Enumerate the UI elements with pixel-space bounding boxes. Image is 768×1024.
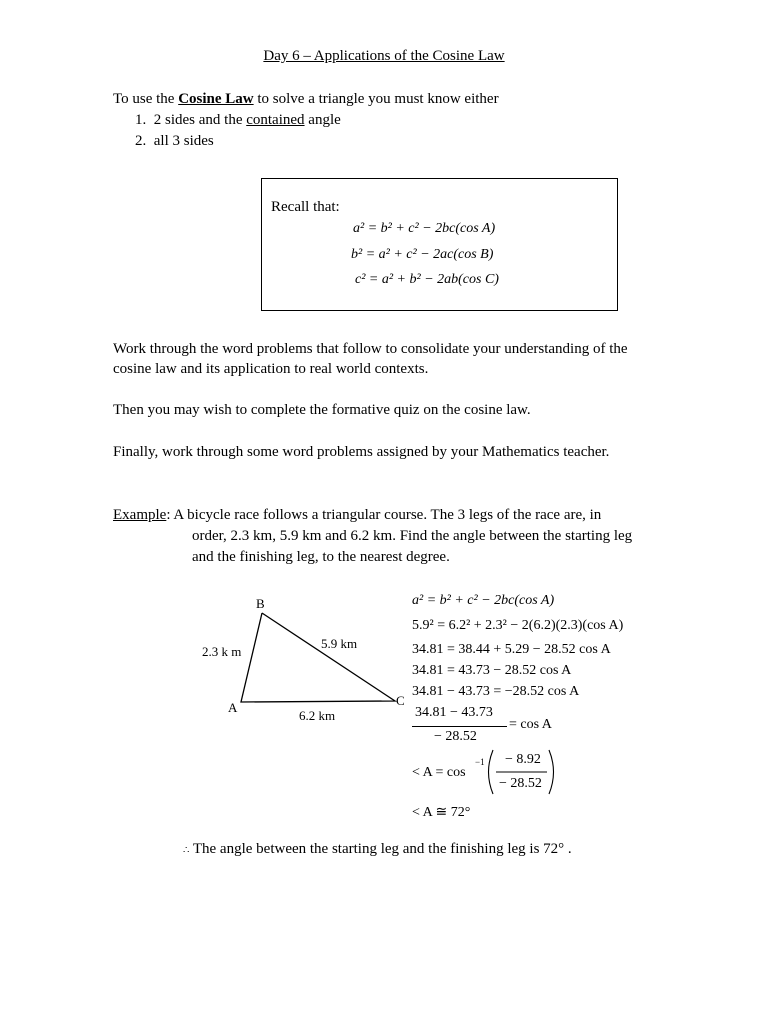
- example-label: Example: [113, 507, 167, 523]
- fraction-bar: [412, 726, 507, 727]
- therefore-symbol: ∴: [183, 845, 190, 856]
- triangle-shape: [241, 613, 395, 702]
- inverse-cos-denominator: − 28.52: [499, 776, 542, 791]
- solution-line: a² = b² + c² − 2bc(cos A): [412, 593, 555, 608]
- list-item: 2. all 3 sides: [135, 133, 214, 149]
- solution-line: 34.81 = 38.44 + 5.29 − 28.52 cos A: [412, 642, 611, 657]
- paragraph: Finally, work through some word problems assigned by your Mathematics teacher.: [113, 444, 610, 460]
- vertex-c-label: C: [396, 693, 405, 708]
- cosine-law-formula-a: a² = b² + c² − 2bc(cos A): [353, 221, 496, 236]
- solution-line: 34.81 = 43.73 − 28.52 cos A: [412, 663, 572, 678]
- vertex-a-label: A: [228, 700, 238, 715]
- solution-answer: < A ≅ 72°: [412, 805, 471, 820]
- cosine-law-formula-c: c² = a² + b² − 2ab(cos C): [355, 272, 499, 287]
- inverse-cos-lhs: < A = cos: [412, 765, 466, 780]
- inverse-cos-numerator: − 8.92: [505, 752, 541, 767]
- cosine-law-formula-b: b² = a² + c² − 2ac(cos B): [351, 247, 494, 262]
- paragraph: Work through the word problems that follow to consolidate your understanding of the: [113, 341, 628, 357]
- conclusion: ∴ The angle between the starting leg and the finishing leg is 72° .: [183, 841, 572, 857]
- intro-line: To use the Cosine Law to solve a triangle you must know either: [113, 91, 499, 107]
- example-line: and the finishing leg, to the nearest degree.: [192, 549, 450, 565]
- list-item: 1. 2 sides and the contained angle: [135, 112, 341, 128]
- recall-label: Recall that:: [271, 199, 340, 215]
- side-ac-label: 6.2 km: [299, 708, 336, 723]
- solution-line: 34.81 − 43.73 = −28.52 cos A: [412, 684, 580, 699]
- recall-box: [261, 178, 618, 311]
- cosine-law-term: Cosine Law: [178, 91, 254, 107]
- paragraph: cosine law and its application to real world contexts.: [113, 361, 429, 377]
- fraction-denominator: − 28.52: [434, 729, 477, 744]
- vertex-b-label: B: [256, 596, 265, 611]
- example-line: Example: A bicycle race follows a triangular course. The 3 legs of the race are, in: [113, 507, 602, 523]
- inverse-cos-exponent: −1: [475, 757, 485, 767]
- paragraph: Then you may wish to complete the formative quiz on the cosine law.: [113, 402, 531, 418]
- fraction-numerator: 34.81 − 43.73: [415, 705, 493, 720]
- triangle-diagram: [195, 590, 420, 730]
- side-ab-label: 2.3 k m: [202, 644, 242, 659]
- solution-line: 5.9² = 6.2² + 2.3² − 2(6.2)(2.3)(cos A): [412, 618, 624, 633]
- fraction-rhs: = cos A: [509, 717, 552, 732]
- example-line: order, 2.3 km, 5.9 km and 6.2 km. Find the angle between the starting leg: [192, 528, 633, 544]
- side-bc-label: 5.9 km: [321, 636, 358, 651]
- page-title: Day 6 – Applications of the Cosine Law: [263, 48, 505, 64]
